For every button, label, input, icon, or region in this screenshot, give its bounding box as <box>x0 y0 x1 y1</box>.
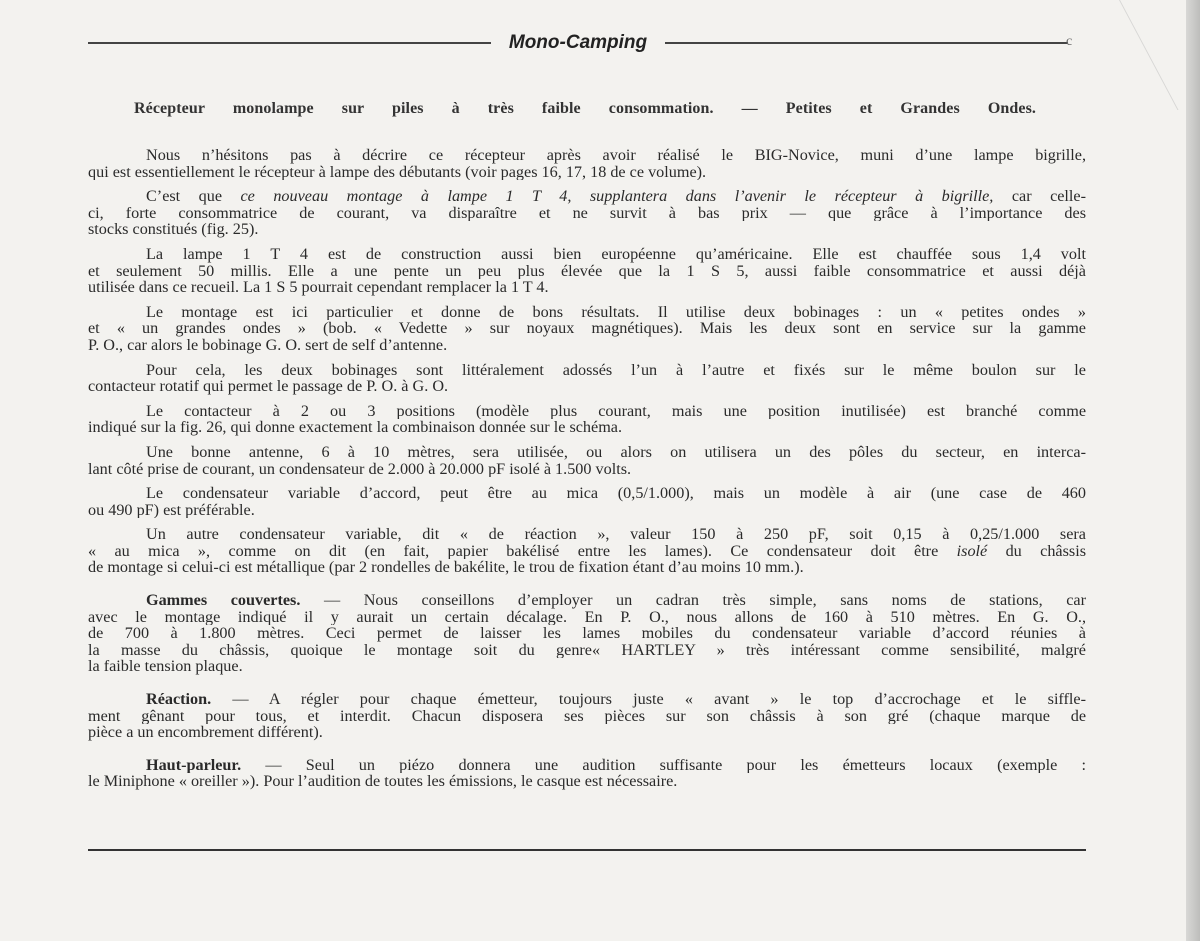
paragraph <box>88 304 1086 354</box>
footer-rule <box>88 849 1086 851</box>
text-line: utilisée dans ce recueil. La 1 S 5 pourrait cependant remplacer la 1 T 4. <box>88 279 549 296</box>
running-header <box>88 30 1068 56</box>
text-line <box>88 757 1086 774</box>
text-run: du châssis <box>987 542 1086 560</box>
run-in-heading: Haut-parleur. <box>146 756 242 774</box>
text-line <box>88 188 1086 205</box>
header-rule-right <box>665 42 1068 44</box>
italic-run: isolé <box>956 542 988 560</box>
text-line: ou 490 pF) est préférable. <box>88 501 255 519</box>
text-line <box>88 543 1086 560</box>
paragraph <box>88 188 1086 238</box>
text-line: lant côté prise de courant, un condensateur de 2.000 à 20.000 pF isolé à 1.500 volts. <box>88 460 632 478</box>
italic-run: ce nouveau montage à lampe 1 T 4, supplantera dans l’avenir le récepteur à bigrille, <box>240 188 994 205</box>
text-line: P. O., car alors le bobinage G. O. sert de self d’antenne. <box>88 336 448 354</box>
paragraph-reaction <box>88 691 1086 741</box>
text-run: « au mica », comme on dit (en fait, papier bakélisé entre les lames). Ce condensateur doit être <box>88 542 957 560</box>
text-line: Nous n’hésitons pas à décrire ce récepteur après avoir réalisé le BIG-Novice, muni d’une lampe bigrille, <box>146 147 1086 164</box>
text-run: car celle- <box>993 188 1086 205</box>
text-line: Pour cela, les deux bobinages sont littéralement adossés l’un à l’autre et fixés sur le même boulon sur le <box>146 361 1086 379</box>
text-line: la faible tension plaque. <box>88 658 243 676</box>
text-line: La lampe 1 T 4 est de construction aussi bien européenne qu’américaine. Elle est chauffée sous 1,4 volt <box>146 245 1086 263</box>
page-corner-fold <box>1119 0 1200 110</box>
text-line: la masse du châssis, quoique le montage soit du genre« HARTLEY » très intéressant comme sensibilité, malgré <box>88 641 1086 659</box>
paragraph-gammes-couvertes <box>88 592 1086 675</box>
text-line: pièce a un encombrement différent). <box>88 724 323 741</box>
run-in-heading: Gammes couvertes. <box>146 592 301 609</box>
body-text <box>88 147 1086 798</box>
text-line: le Miniphone « oreiller »). Pour l’audition de toutes les émissions, le casque est nécessaire. <box>88 773 678 790</box>
text-line: Le condensateur variable d’accord, peut être au mica (0,5/1.000), mais un modèle à air (une case de 460 <box>146 485 1086 502</box>
paragraph <box>88 246 1086 296</box>
text-run: — A régler pour chaque émetteur, toujours juste « avant » le top d’accrochage et le siffle- <box>211 691 1086 708</box>
text-line: ment gênant pour tous, et interdit. Chacun disposera ses pièces sur son châssis à son gré (chaque marque de <box>88 707 1086 725</box>
text-line: Un autre condensateur variable, dit « de réaction », valeur 150 à 250 pF, soit 0,15 à 0,25/1.000 sera <box>146 526 1086 543</box>
text-line <box>88 592 1086 609</box>
section-heading: Récepteur monolampe sur piles à très faible consommation. — Petites et Grandes Ondes. <box>134 100 1036 117</box>
paragraph <box>88 526 1086 576</box>
text-line: Une bonne antenne, 6 à 10 mètres, sera utilisée, ou alors on utilisera un des pôles du secteur, en interca- <box>146 443 1086 461</box>
text-line: et « un grandes ondes » (bob. « Vedette » sur noyaux magnétiques). Mais les deux sont en service sur la gamme <box>88 320 1086 337</box>
text-line: ci, forte consommatrice de courant, va disparaître et ne survit à bas prix — que grâce à l’importance des <box>88 204 1086 222</box>
paragraph <box>88 485 1086 518</box>
header-rule-left <box>88 42 491 44</box>
paragraph <box>88 147 1086 180</box>
text-line: avec le montage indiqué il y aurait un certain décalage. En P. O., nous allons de 160 à 510 mètres. En G. O., <box>88 608 1086 626</box>
text-run: — Seul un piézo donnera une audition suffisante pour les émetteurs locaux (exemple : <box>241 756 1086 774</box>
run-in-heading: Réaction. <box>146 691 212 708</box>
text-line: de 700 à 1.800 mètres. Ceci permet de laisser les lames mobiles du condensateur variable d’accord réunies à <box>88 625 1086 642</box>
paragraph <box>88 362 1086 395</box>
paragraph <box>88 444 1086 477</box>
text-line: contacteur rotatif qui permet le passage de P. O. à G. O. <box>88 378 449 395</box>
text-line: et seulement 50 millis. Elle a une pente un peu plus élevée que la 1 S 5, aussi faible consommatrice et aussi déjà <box>88 262 1086 280</box>
header-title: Mono-Camping <box>508 32 648 53</box>
paragraph-haut-parleur <box>88 757 1086 790</box>
text-line: stocks constitués (fig. 25). <box>88 221 259 238</box>
page-edge-shadow <box>1186 0 1200 941</box>
text-run: — Nous conseillons d’employer un cadran très simple, sans noms de stations, car <box>300 592 1086 609</box>
text-line: qui est essentiellement le récepteur à lampe des débutants (voir pages 16, 17, 18 de ce volume). <box>88 163 707 181</box>
text-line <box>88 691 1086 708</box>
text-line: Le contacteur à 2 ou 3 positions (modèle plus courant, mais une position inutilisée) est branché comme <box>146 402 1086 420</box>
text-line: Le montage est ici particulier et donne de bons résultats. Il utilise deux bobinages : un « petites ondes » <box>146 303 1086 321</box>
page-mark: c <box>1066 34 1073 49</box>
text-run: C’est que <box>146 188 241 205</box>
text-line: indiqué sur la fig. 26, qui donne exactement la combinaison donnée sur le schéma. <box>88 419 623 436</box>
paragraph <box>88 403 1086 436</box>
text-line: de montage si celui-ci est métallique (par 2 rondelles de bakélite, le trou de fixation étant d’au moins 10 mm.). <box>88 559 804 577</box>
